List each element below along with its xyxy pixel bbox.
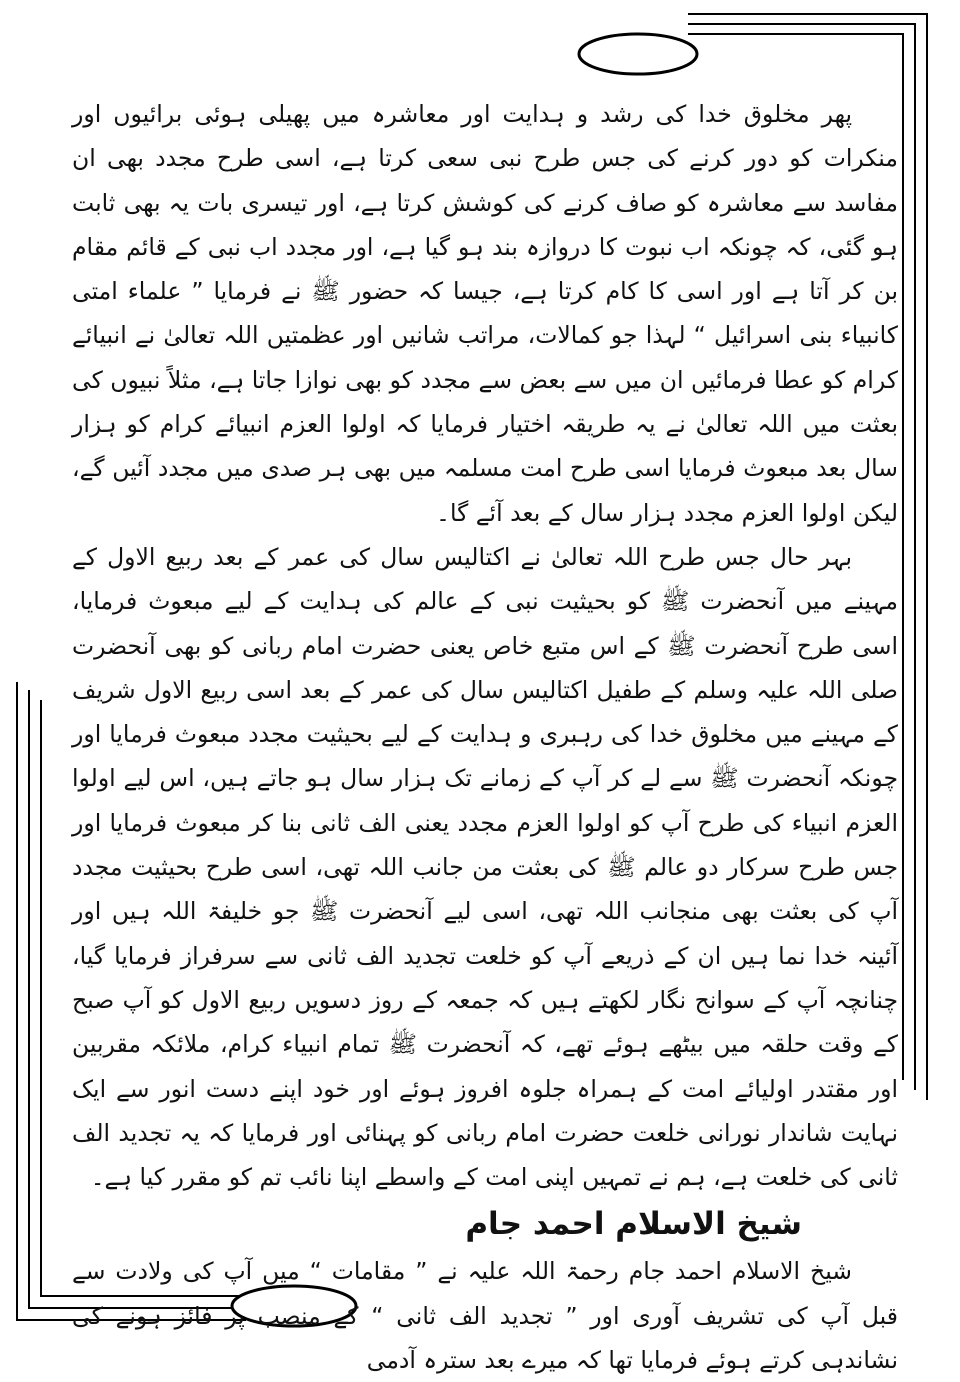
page-text [72,92,898,1375]
paragraph-1: پھر مخلوق خدا کی رشد و ہدایت اور معاشرہ میں پھیلی ہوئی برائیوں اور منکرات کو دور کرنے کی جس طرح نبی سعی کرتا ہے، اسی طرح مجدد بھی ان مفاسد سے معاشرہ کو صاف کرنے کی کوشش کرتا ہے، اور تیسری بات یہ بھی ثابت ہو گئی، کہ چونکہ اب نبوت کا دروازہ بند ہو گیا ہے، اور مجدد اب نبی کے قائم مقام بن کر آتا ہے اور اسی کا کام کرتا ہے، جیسا کہ حضور ﷺ نے فرمایا ” علماء امتی کانبیاء بنی اسرائیل “ لہذا جو کمالات، مراتب شانیں اور عظمتیں اللہ تعالیٰ نے انبیائے کرام کو عطا فرمائیں ان میں سے بعض سے مجدد کو بھی نوازا جاتا ہے، مثلاً نبیوں کی بعثت میں اللہ تعالیٰ نے یہ طریقہ اختیار فرمایا کہ اولوا العزم انبیائے کرام کو ہزار سال بعد مبعوث فرمایا اسی طرح امت مسلمہ میں بھی ہر صدی میں مجدد آئیں گے، لیکن اولوا العزم مجدد ہزار سال کے بعد آئے گا۔ [72,100,898,527]
paragraph-2: بہر حال جس طرح اللہ تعالیٰ نے اکتالیس سال کی عمر کے بعد ربیع الاول کے مہینے میں آنحضرت ﷺ کو بحیثیت نبی کے عالم کی ہدایت کے لیے مبعوث فرمایا، اسی طرح آنحضرت ﷺ کے اس متبع خاص یعنی حضرت امام ربانی کو بھی آنحضرت صلی اللہ علیہ وسلم کے طفیل اکتالیس سال کی عمر کے بعد اسی ربیع الاول شریف کے مہینے میں مخلوق خدا کی رہبری و ہدایت کے لیے بحیثیت مجدد مبعوث فرمایا اور چونکہ آنحضرت ﷺ سے لے کر آپ کے زمانے تک ہزار سال ہو جاتے ہیں، اس لیے اولوا العزم انبیاء کی طرح آپ کو اولوا العزم مجدد یعنی الف ثانی بنا کر مبعوث فرمایا اور جس طرح سرکار دو عالم ﷺ کی بعثت من جانب اللہ تھی، اسی طرح بحیثیت مجدد آپ کی بعثت بھی منجانب اللہ تھی، اسی لیے آنحضرت ﷺ جو خلیفۃ اللہ ہیں اور آئینہ خدا نما ہیں ان کے ذریعے آپ کو خلعت تجدید الف ثانی سے سرفراز فرمایا گیا، چنانچہ آپ کے سوانح نگار لکھتے ہیں کہ جمعہ کے روز دسویں ربیع الاول کو آپ صبح کے وقت حلقہ میں بیٹھے ہوئے تھے، کہ آنحضرت ﷺ تمام انبیاء کرام، ملائکہ مقربین اور مقتدر اولیائے امت کے ہمراہ جلوہ افروز ہوئے اور خود اپنے دست انور سے ایک نہایت شاندار نورانی خلعت حضرت امام ربانی کو پہنائی اور فرمایا کہ یہ تجدید الف ثانی کی خلعت ہے، ہم نے تمہیں اپنی امت کے واسطے اپنا نائب تم کو مقرر کیا ہے۔ [72,542,898,1192]
paragraph-3: شیخ الاسلام احمد جام رحمۃ اللہ علیہ نے ” مقامات “ میں آپ کی ولادت سے قبل آپ کی تشریف آوری اور ” تجدید الف ثانی “ کے منصب پر فائز ہونے کی نشاندہی کرتے ہوئے فرمایا تھا کہ میرے بعد سترہ آدمی [72,1257,898,1375]
top-oval-ornament [579,34,697,74]
section-heading: شیخ الاسلام احمد جام [465,1206,802,1243]
